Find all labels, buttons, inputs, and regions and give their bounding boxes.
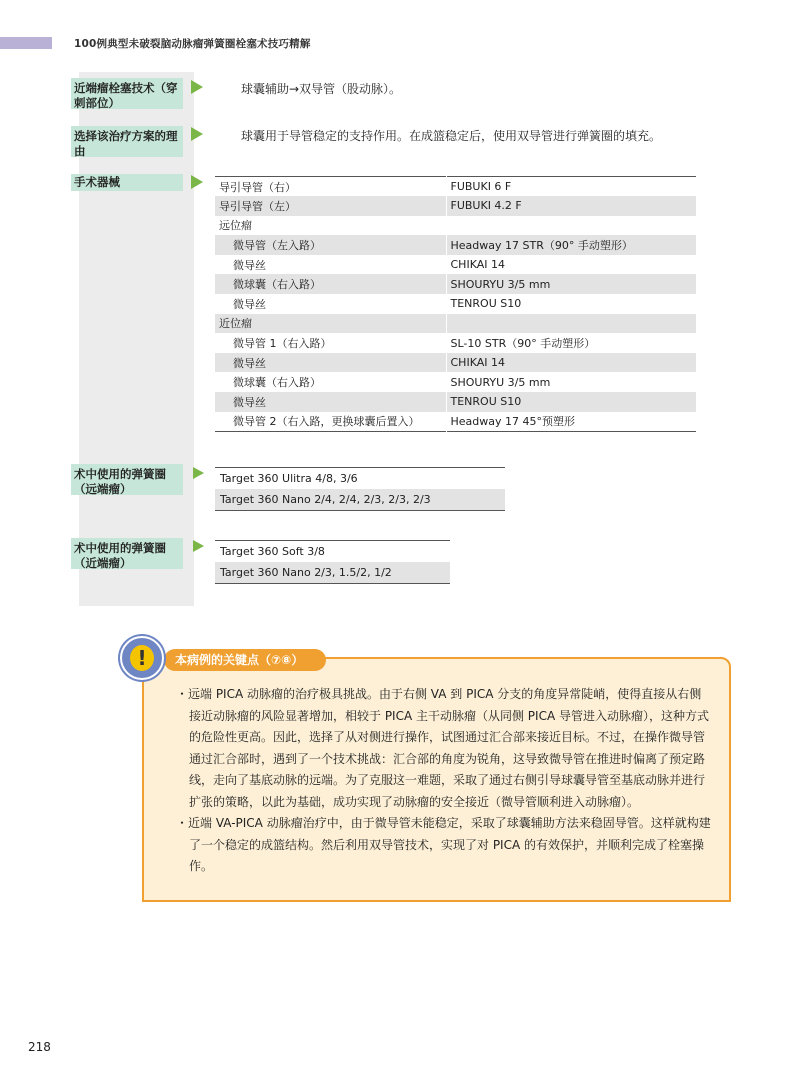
equipment-value: TENROU S10 [446, 392, 696, 412]
equipment-value [446, 314, 696, 334]
equipment-name: 微球囊（右入路） [215, 372, 446, 392]
equipment-row [215, 294, 696, 314]
keypoints-title: 本病例的关键点（⑦⑧） [164, 649, 326, 671]
coil-distal-item: Target 360 Ulitra 4/8, 3/6 [220, 472, 358, 485]
equipment-row [215, 216, 696, 236]
equipment-value: Headway 17 45°预塑形 [450, 415, 575, 429]
equipment-name: 微球囊（右入路） [215, 274, 446, 294]
coils-distal-label: 术中使用的弹簧圈（远端瘤） [71, 464, 183, 495]
equipment-table [215, 176, 696, 432]
equipment-name: 微导丝 [215, 255, 446, 275]
equipment-name: 近位瘤 [215, 314, 446, 334]
arrow-icon [193, 467, 204, 479]
equipment-row [215, 333, 696, 353]
equipment-row [215, 274, 696, 294]
equipment-value: SHOURYU 3/5 mm [446, 274, 696, 294]
equipment-value: Headway 17 STR（90° 手动塑形） [446, 235, 696, 255]
arrow-icon [191, 127, 203, 141]
equipment-name: 微导管 2（右入路，更换球囊后置入） [215, 412, 446, 432]
devices-label: 手术器械 [71, 174, 183, 191]
arrow-icon [191, 80, 203, 94]
coils-proximal-label: 术中使用的弹簧圈（近端瘤） [71, 538, 183, 569]
equipment-value [446, 216, 696, 236]
warning-icon: ! [120, 636, 164, 680]
technique-text: 球囊辅助→双导管（股动脉）。 [241, 82, 402, 96]
equipment-name: 微导管 1（右入路） [215, 333, 446, 353]
equipment-value: FUBUKI 6 F [450, 180, 512, 194]
equipment-row [215, 392, 696, 412]
arrow-icon [191, 175, 203, 189]
coils-distal-table [215, 467, 505, 511]
equipment-row [215, 177, 696, 197]
equipment-row [215, 196, 696, 216]
page-number: 218 [28, 1040, 51, 1054]
running-header: 100例典型未破裂脑动脉瘤弹簧圈栓塞术技巧精解 [74, 38, 311, 50]
header-color-bar [0, 37, 52, 49]
equipment-name: 远位瘤 [215, 216, 446, 236]
equipment-value: FUBUKI 4.2 F [446, 196, 696, 216]
equipment-row [215, 412, 696, 432]
keypoint-item: ・远端 PICA 动脉瘤的治疗极具挑战。由于右侧 VA 到 PICA 分支的角度异常陡峭，使得直接从右侧接近动脉瘤的风险显著增加，相较于 PICA 主干动脉瘤（从同侧 PICA 导管进入动脉瘤），这种方式的危险性更高。因此，选择了从对侧进行操作，试图通过汇合部来接近目标。不过，在操作微导管通过汇合部时，遇到了一个技术挑战：汇合部的角度为锐角，这导致微导管在推进时偏离了预定路线，走向了基底动脉的远端。为了克服这一难题，采取了通过右侧引导球囊导管至基底动脉并进行扩张的策略，以此为基础，成功实现了动脉瘤的安全接近（微导管顺利进入动脉瘤）。 [176, 687, 709, 809]
equipment-name: 导引导管（左） [215, 196, 446, 216]
equipment-value: TENROU S10 [450, 297, 522, 311]
equipment-name: 微导丝 [215, 392, 446, 412]
coil-proximal-item: Target 360 Nano 2/3, 1.5/2, 1/2 [215, 562, 450, 584]
equipment-row [215, 314, 696, 334]
equipment-row [215, 235, 696, 255]
equipment-name: 微导丝 [215, 294, 446, 314]
reason-label: 选择该治疗方案的理由 [71, 126, 183, 157]
equipment-row [215, 372, 696, 392]
equipment-name: 微导丝 [215, 353, 446, 373]
arrow-icon [193, 540, 204, 552]
keypoints-text [176, 684, 711, 878]
coil-proximal-item: Target 360 Soft 3/8 [220, 545, 325, 558]
equipment-value: CHIKAI 14 [450, 258, 505, 272]
equipment-value: SL-10 STR（90° 手动塑形） [450, 337, 596, 351]
equipment-row [215, 255, 696, 275]
equipment-name: 导引导管（右） [215, 177, 446, 197]
equipment-value: CHIKAI 14 [446, 353, 696, 373]
equipment-value: SHOURYU 3/5 mm [450, 375, 551, 389]
keypoint-item: ・近端 VA-PICA 动脉瘤治疗中，由于微导管未能稳定，采取了球囊辅助方法来稳固导管。这样就构建了一个稳定的成篮结构。然后利用双导管技术，实现了对 PICA 的有效保护，并顺利完成了栓塞操作。 [176, 816, 711, 873]
equipment-row [215, 353, 696, 373]
coil-distal-item: Target 360 Nano 2/4, 2/4, 2/3, 2/3, 2/3 [215, 489, 505, 511]
technique-label: 近端瘤栓塞技术（穿刺部位） [71, 78, 183, 109]
equipment-name: 微导管（左入路） [215, 235, 446, 255]
coils-proximal-table [215, 540, 450, 584]
reason-text: 球囊用于导管稳定的支持作用。在成篮稳定后，使用双导管进行弹簧圈的填充。 [241, 129, 662, 143]
